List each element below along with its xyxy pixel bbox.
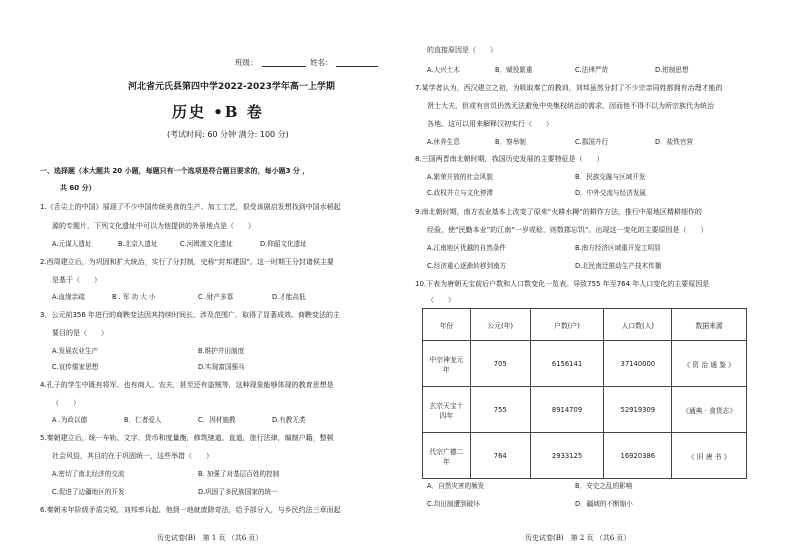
- q4-option-b: B．仁者爱人: [124, 416, 162, 424]
- q10-stem-2: （ ）: [427, 296, 455, 304]
- table-cell: 玄宗天宝十四年: [423, 387, 471, 433]
- q6-stem-1: 6.秦朝末年阶级矛盾尖锐，刘邦率兵起，他到一地就废除苛法，给予部分人，与乡民约法三章而起: [40, 506, 341, 514]
- q4-stem-2: （ ）: [52, 399, 80, 407]
- table-row: [423, 341, 747, 387]
- q7-stem-3: 各地。这可以用来解释汉初实行（ ）: [427, 120, 553, 128]
- table-header-cell: 人口数(人): [604, 309, 672, 341]
- table-cell: 中宗神龙元年: [423, 341, 471, 387]
- q1-option-a: A.元谋人遗址: [52, 240, 92, 248]
- q7-option-c: C.郡国并行: [575, 138, 609, 146]
- q8-stem-1: 8.三国两晋南北朝时期，我国历史发展的主要特征是（ ）: [415, 155, 604, 163]
- table-cell: 16920386: [604, 433, 672, 479]
- q4-stem-1: 4.孔子的学生中既有将军、也有商人、农夫，甚至还有盗贼等，这种现象能够体现的教育思想是: [40, 381, 334, 389]
- footer-page-2: 历史试卷(B) 第 2 页 （共6 页）: [525, 534, 631, 542]
- section-heading-cont: 共 60 分）: [60, 184, 96, 192]
- q1-option-d: D.仰韶文化遗址: [260, 240, 307, 248]
- q5-option-c: C.促进了边疆地区的开发: [52, 488, 125, 496]
- q1-option-c: C.河姆渡文化遗址: [180, 240, 233, 248]
- q3-option-c: C.宣传儒家思想: [52, 363, 99, 371]
- q9-option-b: B.南方经济区域重开发工明显: [575, 244, 661, 252]
- class-field-line: [262, 66, 306, 67]
- name-field-line: [336, 66, 378, 67]
- q1-stem-1: 1.《舌尖上的中国》展现了不少中国传统美食的生产、加工工艺，很受该剧启发想找到中国水稻起: [40, 203, 341, 211]
- table-header-cell: 数据来源: [672, 309, 747, 341]
- table-cell: 755: [470, 387, 530, 433]
- q3-option-b: B.维护井田制度: [198, 347, 245, 355]
- table-cell: 《 资 治 通 鉴 》: [672, 341, 747, 387]
- q5-option-d: D.巩固了多民族国家的统一: [198, 488, 278, 496]
- q6-option-c: C.法律严苛: [575, 66, 609, 74]
- q10-option-b: B．安史之乱的影响: [575, 482, 633, 490]
- table-header-cell: 公元(年): [470, 309, 530, 341]
- q5-stem-1: 5.秦朝建立后，统一车轨、文字、货币和度量衡，修筑驰道、直道，旅行法律，编制户籍，整顿: [40, 434, 334, 442]
- q6-option-b: B．赋役繁重: [495, 66, 533, 74]
- q2-stem-1: 2.西周建立后，为巩固和扩大统治，实行了分封制，史称“封邦建国”。这一时期王分封诸侯主要: [40, 258, 334, 266]
- q5-option-a: A.密切了南北经济的交流: [52, 470, 125, 478]
- q10-option-d: D．疆域的不断缩小: [575, 500, 633, 508]
- table-cell: 6156141: [530, 341, 604, 387]
- q8-option-a: A.繁荣开放的社会风貌: [427, 173, 493, 181]
- q2-option-c: C .财产多寡: [198, 293, 234, 301]
- table-cell: 764: [470, 433, 530, 479]
- class-label: 班级：: [235, 58, 258, 67]
- table-row: [423, 433, 747, 479]
- q6-stem-2: 的直接原因是（ ）: [427, 46, 497, 54]
- table-cell: 37140000: [604, 341, 672, 387]
- q9-stem-2: 经验，使“民勤本业”的江南“一岁或稔，则数郡忘饥”。出现这一变化的主要原因是（ ）: [427, 226, 708, 234]
- table-cell: 2933125: [530, 433, 604, 479]
- table-cell: 52919309: [604, 387, 672, 433]
- q2-option-b: B . 军 功 大 小: [112, 293, 156, 301]
- exam-title: 历史 •B 卷: [172, 103, 264, 121]
- q8-option-b: B．民族交融与区域开发: [575, 173, 646, 181]
- q4-option-c: C．因材施教: [198, 416, 236, 424]
- q9-option-d: D.北民南迁推动生产技术传播: [575, 262, 662, 270]
- table-cell: 《 旧 唐 书 》: [672, 433, 747, 479]
- q3-option-d: D.实现富国强兵: [198, 363, 245, 371]
- school-title: 河北省元氏县第四中学2022-2023学年高一上学期: [128, 82, 335, 92]
- table-cell: 705: [470, 341, 530, 387]
- q2-option-a: A.血缘亲疏: [52, 293, 85, 301]
- table-cell: 《通典 · 食货志》: [672, 387, 747, 433]
- q10-stem-1: 10.下表为唐朝天宝前后户数和人口数变化一览表。导致755 年至764 年人口变化的主要原因是: [415, 280, 710, 288]
- q4-option-a: A .为政以德: [52, 416, 88, 424]
- q5-stem-2: 社会风俗，其目的在于巩固统一，这些举措（ ）: [52, 452, 213, 460]
- q3-stem-1: 3．公元前356 年进行的商鞅变法因其持续时间长、涉及范围广，取得了显著成效。商鞅变法的主: [40, 311, 341, 319]
- table-cell: 代宗广德二年: [423, 433, 471, 479]
- q7-stem-1: 7.某学者认为，西汉建立之初，为吸取秦亡的教训，刘邦虽然分封了不少宗亲同姓都拥有治理才能的: [415, 84, 723, 92]
- table-header-cell: 户数(户): [530, 309, 604, 341]
- q4-option-d: D.有教无类: [272, 416, 306, 424]
- table-header-row: [423, 309, 747, 341]
- table-header-cell: 年份: [423, 309, 471, 341]
- q3-option-a: A.发展农业生产: [52, 347, 99, 355]
- q6-option-a: A.大兴土木: [427, 66, 460, 74]
- q1-stem-2: 源的专题片，下列文化遗址中可以为他提供的外景地点是（ ）: [52, 222, 255, 230]
- q9-option-a: A.江南地区优越的自然条件: [427, 244, 507, 252]
- q1-option-b: B.北京人遗址: [118, 240, 158, 248]
- q9-option-c: C.经济重心逐渐转移到南方: [427, 262, 507, 270]
- q6-option-d: D.钳制思想: [655, 66, 689, 74]
- q7-option-b: B．察举制: [495, 138, 526, 146]
- q2-option-d: D.才能高低: [272, 293, 306, 301]
- q8-option-d: D．中外交流与经济发展: [575, 189, 647, 197]
- footer-page-1: 历史试卷(B) 第 1 页 （共6 页）: [157, 534, 263, 542]
- q10-option-a: A．自然灾害的频发: [427, 482, 485, 490]
- q10-option-c: C.均田制遭到破坏: [427, 500, 480, 508]
- q3-stem-2: 要目的是（ ）: [52, 329, 108, 337]
- q8-option-c: C.政权并立与文化停滞: [427, 189, 494, 197]
- table-row: [423, 387, 747, 433]
- section-heading: 一、选择题（本大题共 20 小题，每题只有一个选项是符合题目要求的，每小题3 分 ，: [40, 167, 310, 175]
- name-label: 姓名：: [310, 58, 333, 67]
- q7-option-d: D．盐铁官营: [655, 138, 694, 146]
- table-cell: 8914709: [530, 387, 604, 433]
- q9-stem-1: 9.南北朝时期，南方农业基本上改变了原来“火耕水耨”的耕作方法，推行中原地区精耕细作的: [415, 208, 702, 216]
- q7-stem-2: 贤士大夫，但或有官员仍然无法避免中央集权统治的需求，因而他不得不以为所宗族代为统治: [427, 102, 714, 110]
- exam-info: (考试时间: 60 分钟 满分: 100 分): [167, 130, 289, 139]
- q2-stem-2: 是基于（ ）: [52, 276, 101, 284]
- q5-option-b: B. 加强了对基层百姓的控制: [198, 470, 280, 478]
- population-table: [422, 308, 747, 479]
- q7-option-a: A.休养生息: [427, 138, 460, 146]
